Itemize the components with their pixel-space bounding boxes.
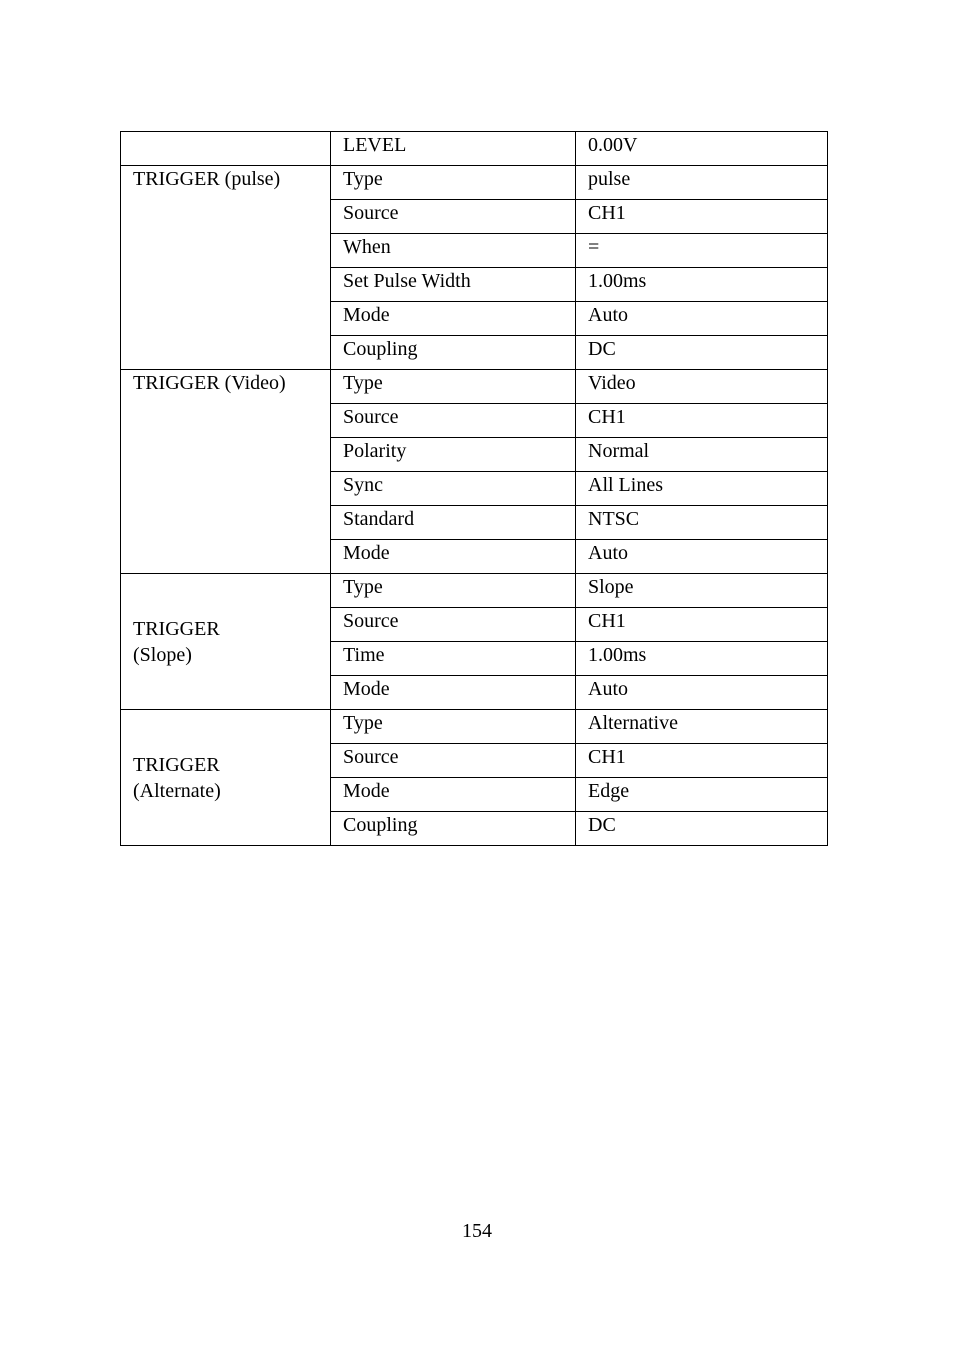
value-cell: 1.00ms	[576, 268, 828, 302]
trigger-settings-table	[120, 131, 828, 846]
value-cell: DC	[576, 336, 828, 370]
group-cell	[121, 166, 331, 370]
parameter-cell: Coupling	[331, 812, 576, 846]
table-row	[121, 132, 828, 166]
value-cell: 1.00ms	[576, 642, 828, 676]
parameter-cell: Source	[331, 744, 576, 778]
parameter-cell: LEVEL	[331, 132, 576, 166]
value-cell: Video	[576, 370, 828, 404]
value-cell: Normal	[576, 438, 828, 472]
group-label: TRIGGER (Video)	[133, 372, 286, 394]
page-number: 154	[462, 1220, 492, 1242]
parameter-cell: Type	[331, 370, 576, 404]
value-cell: NTSC	[576, 506, 828, 540]
value-cell: 0.00V	[576, 132, 828, 166]
group-cell	[121, 710, 331, 846]
group-cell	[121, 132, 331, 166]
value-cell: DC	[576, 812, 828, 846]
group-cell	[121, 370, 331, 574]
parameter-cell: Source	[331, 200, 576, 234]
table-body	[121, 132, 828, 846]
table-row	[121, 166, 828, 200]
value-cell: Auto	[576, 302, 828, 336]
parameter-cell: Type	[331, 574, 576, 608]
parameter-cell: When	[331, 234, 576, 268]
value-cell: Auto	[576, 540, 828, 574]
parameter-cell: Polarity	[331, 438, 576, 472]
table-row	[121, 574, 828, 608]
value-cell: CH1	[576, 404, 828, 438]
parameter-cell: Mode	[331, 540, 576, 574]
value-cell: Slope	[576, 574, 828, 608]
group-label: TRIGGER (Slope)	[133, 617, 220, 666]
value-cell: CH1	[576, 200, 828, 234]
table-row	[121, 710, 828, 744]
table-row	[121, 370, 828, 404]
value-cell: =	[576, 234, 828, 268]
value-cell: pulse	[576, 166, 828, 200]
parameter-cell: Time	[331, 642, 576, 676]
parameter-cell: Mode	[331, 676, 576, 710]
parameter-cell: Source	[331, 404, 576, 438]
parameter-cell: Set Pulse Width	[331, 268, 576, 302]
value-cell: All Lines	[576, 472, 828, 506]
parameter-cell: Sync	[331, 472, 576, 506]
group-cell	[121, 574, 331, 710]
parameter-cell: Mode	[331, 302, 576, 336]
parameter-cell: Type	[331, 710, 576, 744]
value-cell: Edge	[576, 778, 828, 812]
parameter-cell: Standard	[331, 506, 576, 540]
value-cell: Alternative	[576, 710, 828, 744]
value-cell: Auto	[576, 676, 828, 710]
value-cell: CH1	[576, 744, 828, 778]
value-cell: CH1	[576, 608, 828, 642]
parameter-cell: Mode	[331, 778, 576, 812]
group-label: TRIGGER (pulse)	[133, 168, 281, 190]
group-label: TRIGGER (Alternate)	[133, 753, 221, 802]
parameter-cell: Source	[331, 608, 576, 642]
parameter-cell: Coupling	[331, 336, 576, 370]
parameter-cell: Type	[331, 166, 576, 200]
